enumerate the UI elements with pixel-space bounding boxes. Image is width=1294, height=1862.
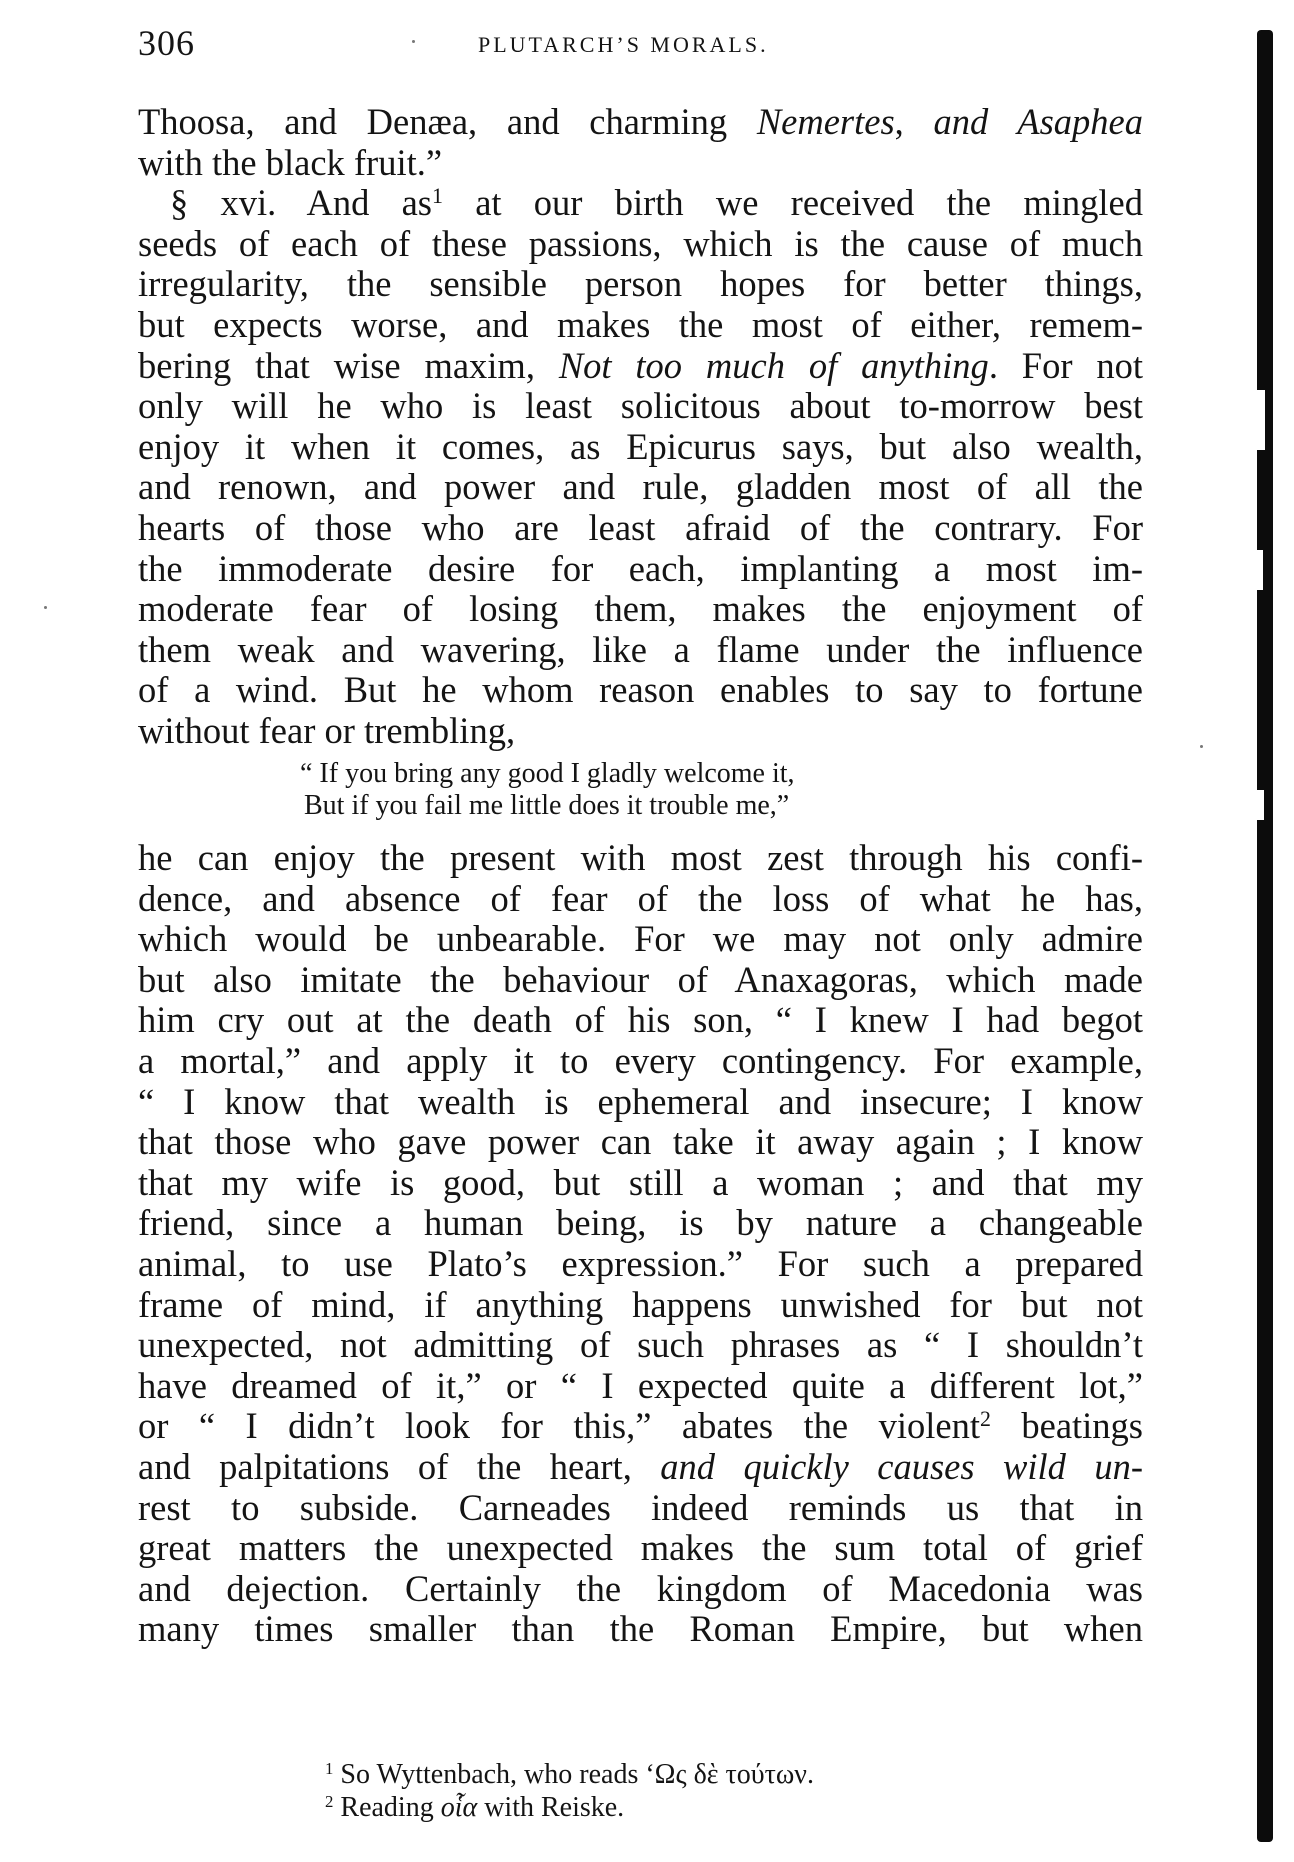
text-line: Thoosa, and Denæa, and charming Nemertes, and Asaphea xyxy=(138,101,1143,142)
text-line: animal, to use Plato’s expression.” For such a prepared xyxy=(138,1242,1143,1284)
text-line: and palpitations of the heart, and quickly causes wild un- xyxy=(138,1445,1143,1487)
paper-speck xyxy=(1200,745,1203,748)
text-line: but expects worse, and makes the most of either, remem- xyxy=(138,303,1143,345)
text-line: irregularity, the sensible person hopes for better things, xyxy=(138,263,1143,305)
text-line: frame of mind, if anything happens unwished for but not xyxy=(138,1283,1143,1325)
text-line: that my wife is good, but still a woman ; and that my xyxy=(138,1161,1143,1203)
text-line: “ I know that wealth is ephemeral and insecure; I know xyxy=(138,1080,1143,1122)
text-line: seeds of each of these passions, which is the cause of much xyxy=(138,222,1143,264)
text-line: of a wind. But he whom reason enables to say to fortune xyxy=(138,669,1143,711)
quote-line-1: “ If you bring any good I gladly welcome it, xyxy=(300,758,795,789)
paper-speck xyxy=(44,606,47,609)
text-line: bering that wise maxim, Not too much of anything. For not xyxy=(138,344,1143,386)
page-number: 306 xyxy=(138,23,195,63)
page-header xyxy=(138,22,1138,70)
footnote-text: Reading οἷα with Reiske. xyxy=(333,1792,625,1823)
text-line: that those who gave power can take it away again ; I know xyxy=(138,1121,1143,1163)
body-text-lower xyxy=(138,838,1143,1650)
paper-speck xyxy=(412,40,415,43)
text-line: a mortal,” and apply it to every contingency. For example, xyxy=(138,1039,1143,1081)
text-line: moderate fear of losing them, makes the enjoyment of xyxy=(138,588,1143,630)
text-line: with the black fruit.” xyxy=(138,141,443,183)
text-line: which would be unbearable. For we may not only admire xyxy=(138,918,1143,960)
footnote-text: So Wyttenbach, who reads ‘Ως δὲ τούτων. xyxy=(333,1759,814,1790)
text-line: or “ I didn’t look for this,” abates the violent$^2$ beatings xyxy=(138,1405,1144,1447)
text-line: and dejection. Certainly the kingdom of Macedonia was xyxy=(138,1567,1143,1609)
footnote-marker: 2 xyxy=(325,1791,334,1811)
footnote xyxy=(325,1791,814,1824)
text-line: without fear or trembling, xyxy=(138,709,516,751)
text-line: enjoy it when it comes, as Epicurus says, but also wealth, xyxy=(138,425,1143,467)
text-line: great matters the unexpected makes the sum total of grief xyxy=(138,1527,1143,1569)
text-line: dence, and absence of fear of the loss of what he has, xyxy=(138,877,1143,919)
text-line: have dreamed of it,” or “ I expected quite a different lot,” xyxy=(138,1364,1143,1406)
text-line: he can enjoy the present with most zest through his confi- xyxy=(138,837,1143,878)
text-line: hearts of those who are least afraid of the contrary. For xyxy=(138,506,1143,548)
text-line: friend, since a human being, is by nature a changeable xyxy=(138,1202,1143,1244)
running-head: PLUTARCH’S MORALS. xyxy=(478,32,769,57)
text-line: rest to subside. Carneades indeed reminds us that in xyxy=(138,1486,1143,1528)
text-line: many times smaller than the Roman Empire, but when xyxy=(138,1608,1143,1650)
text-line: the immoderate desire for each, implanting a most im- xyxy=(138,547,1143,589)
text-line: unexpected, not admitting of such phrases as “ I shouldn’t xyxy=(138,1324,1143,1366)
footnote-marker: 1 xyxy=(325,1758,334,1778)
quote-line-2: But if you fail me little does it trouble me,” xyxy=(304,790,790,821)
text-line: and renown, and power and rule, gladden most of all the xyxy=(138,466,1143,508)
text-line: § xvi. And $as^1$ at our birth we received the mingled xyxy=(170,182,1143,224)
page-edge-shadow xyxy=(1257,30,1273,1842)
verse-quotation xyxy=(300,758,795,822)
footnotes xyxy=(325,1758,814,1824)
footnote xyxy=(325,1758,814,1791)
body-text-upper xyxy=(138,102,1143,752)
text-line: only will he who is least solicitous about to-morrow best xyxy=(138,385,1143,427)
text-line: them weak and wavering, like a flame under the influence xyxy=(138,628,1143,670)
text-line: but also imitate the behaviour of Anaxagoras, which made xyxy=(138,958,1143,1000)
text-line: him cry out at the death of his son, “ I knew I had begot xyxy=(138,999,1143,1041)
